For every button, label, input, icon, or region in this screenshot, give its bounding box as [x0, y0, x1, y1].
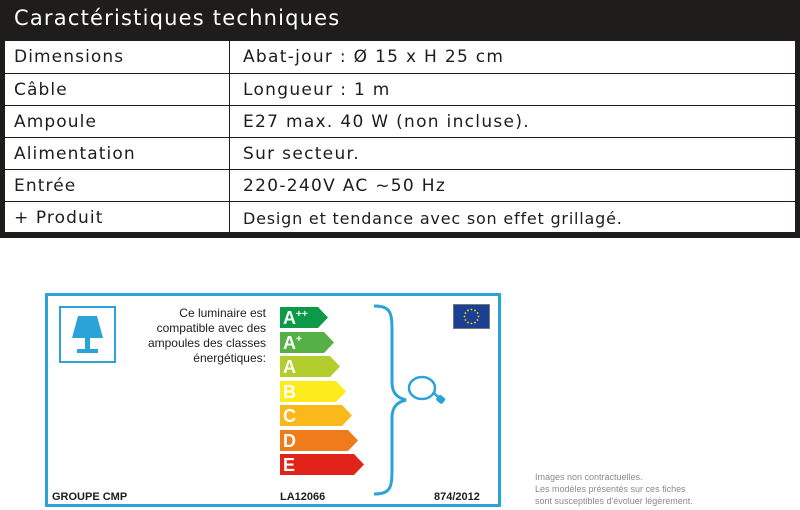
- spec-value: Longueur : 1 m: [243, 80, 391, 100]
- energy-class-letter: E: [283, 455, 296, 475]
- lamp-icon: [59, 306, 116, 363]
- spec-row-product: [5, 201, 795, 232]
- spec-row-dimensions: [5, 41, 795, 72]
- spec-label: Ampoule: [14, 112, 98, 132]
- eu-star: [465, 319, 467, 321]
- eu-star: [471, 309, 473, 311]
- eu-flag-icon: [453, 304, 490, 329]
- spec-value: Abat-jour : Ø 15 x H 25 cm: [243, 47, 505, 67]
- regulation-number: 874/2012: [434, 491, 480, 503]
- spec-label: Entrée: [14, 176, 77, 196]
- energy-text-line: Ce luminaire est: [179, 306, 266, 320]
- bracket-icon: [370, 304, 410, 500]
- spec-value: Design et tendance avec son effet grillagé.: [243, 209, 623, 228]
- energy-text-line: ampoules des classes: [147, 336, 266, 350]
- spec-grid: [4, 40, 796, 233]
- energy-class-arrow: [280, 405, 352, 426]
- brand-name: GROUPE CMP: [52, 491, 128, 503]
- disclaimer-line: sont susceptibles d'évoluer légèrement.: [535, 496, 693, 506]
- energy-class-suffix: +: [296, 333, 302, 345]
- energy-class-arrow: [280, 454, 364, 475]
- energy-compatibility-text: [126, 306, 266, 366]
- energy-class-letter: A++: [283, 308, 308, 328]
- eu-star: [477, 319, 479, 321]
- spec-row-power: [5, 137, 795, 168]
- spec-label: Alimentation: [14, 144, 136, 164]
- energy-class-arrow: [280, 332, 334, 353]
- energy-label: [45, 293, 501, 507]
- spec-table: [0, 0, 800, 238]
- energy-class-arrow: [280, 356, 340, 377]
- spec-row-input: [5, 169, 795, 200]
- eu-star: [467, 322, 469, 324]
- energy-class-arrow: [280, 307, 328, 328]
- spec-value: E27 max. 40 W (non incluse).: [243, 112, 530, 132]
- spec-row-bulb: [5, 105, 795, 136]
- eu-star: [471, 323, 473, 325]
- product-reference: LA12066: [280, 491, 326, 503]
- eu-star: [467, 310, 469, 312]
- energy-class-letter: D: [283, 430, 296, 451]
- energy-class-letter: B: [283, 381, 296, 402]
- disclaimer: [535, 471, 693, 507]
- spec-value: Sur secteur.: [243, 144, 360, 164]
- bulb-icon: [406, 374, 448, 410]
- energy-text-line: énergétiques:: [193, 351, 266, 365]
- spec-label: + Produit: [14, 208, 104, 228]
- energy-class-suffix: ++: [296, 309, 308, 320]
- spec-row-cable: [5, 73, 795, 104]
- energy-class-letter: A+: [283, 332, 302, 353]
- disclaimer-line: Les modèles présentés sur ces fiches: [535, 484, 686, 494]
- spec-value: 220-240V AC ~50 Hz: [243, 176, 447, 196]
- energy-text-line: compatible avec des: [156, 321, 266, 335]
- eu-star: [474, 322, 476, 324]
- spec-title: Caractéristiques techniques: [14, 6, 341, 30]
- eu-star: [465, 312, 467, 314]
- eu-star: [478, 316, 480, 318]
- energy-class-letter: A: [283, 357, 296, 377]
- eu-star: [464, 316, 466, 318]
- eu-star: [474, 310, 476, 312]
- energy-class-arrow: [280, 430, 358, 451]
- spec-label: Dimensions: [14, 47, 125, 67]
- energy-class-arrow: [280, 381, 346, 402]
- energy-class-letter: C: [283, 406, 296, 426]
- eu-star: [477, 312, 479, 314]
- disclaimer-line: Images non contractuelles.: [535, 472, 643, 482]
- spec-label: Câble: [14, 80, 68, 100]
